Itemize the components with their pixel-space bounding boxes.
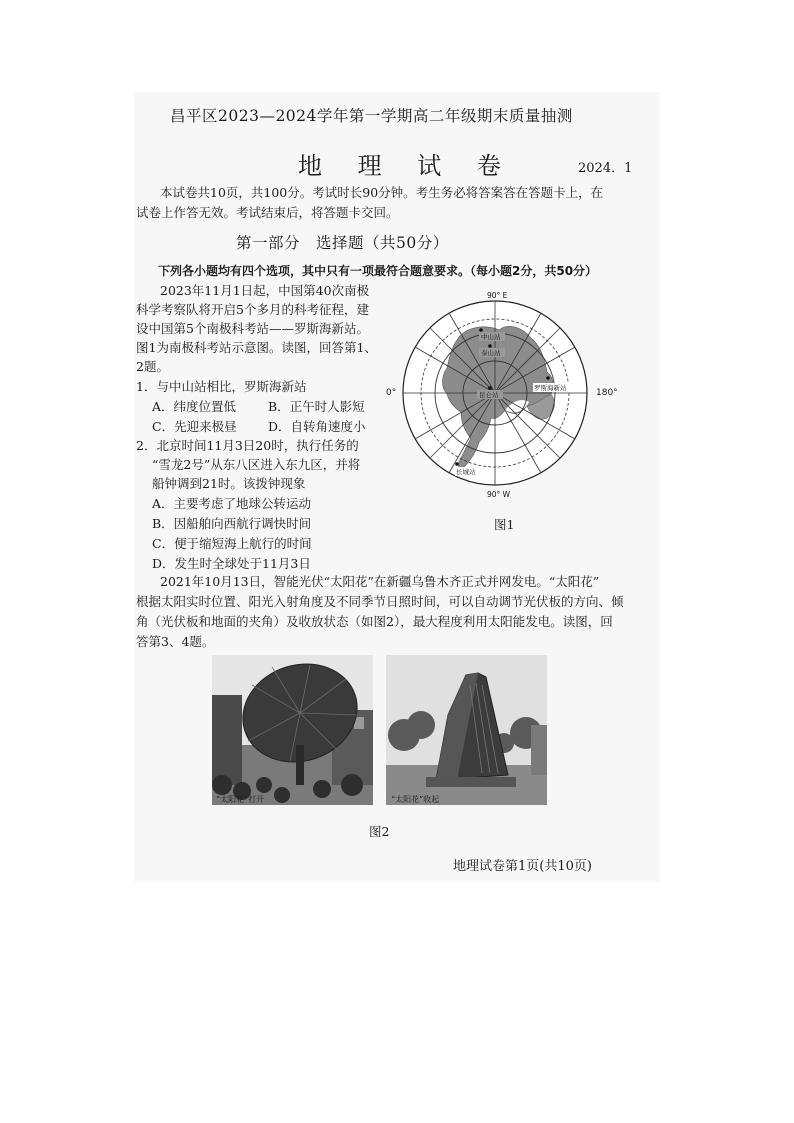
label-90w: 90° W [487, 490, 511, 499]
intro-line-1: 本试卷共10页，共100分。考试时长90分钟。考生务必将答案答在答题卡上，在 [160, 185, 604, 200]
label-90e: 90° E [487, 291, 508, 300]
page-title: 地 理 试 卷 [298, 152, 515, 180]
figure-2-caption: 图2 [369, 824, 390, 839]
sunflower-closed-photo [386, 655, 547, 805]
section-instruction: 下列各小题均有四个选项，其中只有一项最符合题意要求。（每小题2分，共50分） [158, 264, 598, 278]
photo-closed-label: “太阳花”收起 [391, 795, 440, 804]
q1-option-a[interactable]: A．纬度位置低 [152, 399, 237, 414]
section-title: 第一部分 选择题（共50分） [236, 234, 449, 252]
sunflower-open-photo [212, 655, 373, 805]
q2-option-a[interactable]: A．主要考虑了地球公转运动 [152, 496, 312, 511]
question-2-line-3: 船钟调到21时。该拨钟现象 [152, 476, 306, 491]
station-zhongshan: 中山站 [481, 333, 501, 341]
stem1-line-4: 图1为南极科考站示意图。读图，回答第1、 [136, 340, 377, 355]
station-kunlun: 昆仑站 [479, 391, 499, 399]
question-2-line-1: 2．北京时间11月3日20时，执行任务的 [136, 438, 359, 453]
q1-option-c[interactable]: C．先迎来极昼 [152, 419, 237, 434]
q1-option-d[interactable]: D．自转角速度小 [268, 419, 366, 434]
q2-option-c[interactable]: C．便于缩短海上航行的时间 [152, 536, 312, 551]
exam-date: 2024．1 [578, 161, 633, 176]
stem2-line-2: 根据太阳实时位置、阳光入射角度及不同季节日照时间，可以自动调节光伏板的方向、倾 [136, 594, 624, 609]
stem2-line-4: 答第3、4题。 [136, 634, 215, 649]
station-taishan: 泰山站 [481, 349, 501, 357]
figure-1-caption: 图1 [494, 517, 515, 532]
q2-option-d[interactable]: D．发生时全球处于11月3日 [152, 556, 311, 571]
stem1-line-5: 2题。 [136, 359, 169, 374]
stem1-line-1: 2023年11月1日起，中国第40次南极 [160, 283, 370, 298]
station-ross-sea: 罗斯海新站 [534, 384, 567, 392]
label-180deg: 180° [596, 388, 618, 398]
label-0deg: 0° [386, 388, 397, 398]
question-2-line-2: “雪龙2号”从东八区进入东九区，并将 [152, 457, 361, 472]
page-footer: 地理试卷第1页(共10页) [453, 859, 592, 874]
exam-header: 昌平区2023—2024学年第一学期高二年级期末质量抽测 [170, 107, 573, 125]
intro-line-2: 试卷上作答无效。考试结束后，将答题卡交回。 [136, 205, 399, 220]
antarctica-polar-map [395, 290, 595, 500]
q1-option-b[interactable]: B．正午时人影短 [268, 399, 365, 414]
stem1-line-3: 设中国第5个南极科考站——罗斯海新站。 [136, 321, 369, 336]
stem1-line-2: 科学考察队将开启5个多月的科考征程，建 [136, 302, 369, 317]
stem2-line-3: 角（光伏板和地面的夹角）及收放状态（如图2），最大程度利用太阳能发电。读图，回 [136, 614, 613, 629]
photo-open-label: “太阳花”打开 [216, 795, 265, 804]
station-great-wall: 长城站 [456, 468, 476, 476]
question-1: 1．与中山站相比，罗斯海新站 [136, 379, 307, 394]
q2-option-b[interactable]: B．因船舶向西航行调快时间 [152, 516, 312, 531]
stem2-line-1: 2021年10月13日，智能光伏“太阳花”在新疆乌鲁木齐正式并网发电。“太阳花” [160, 574, 600, 589]
